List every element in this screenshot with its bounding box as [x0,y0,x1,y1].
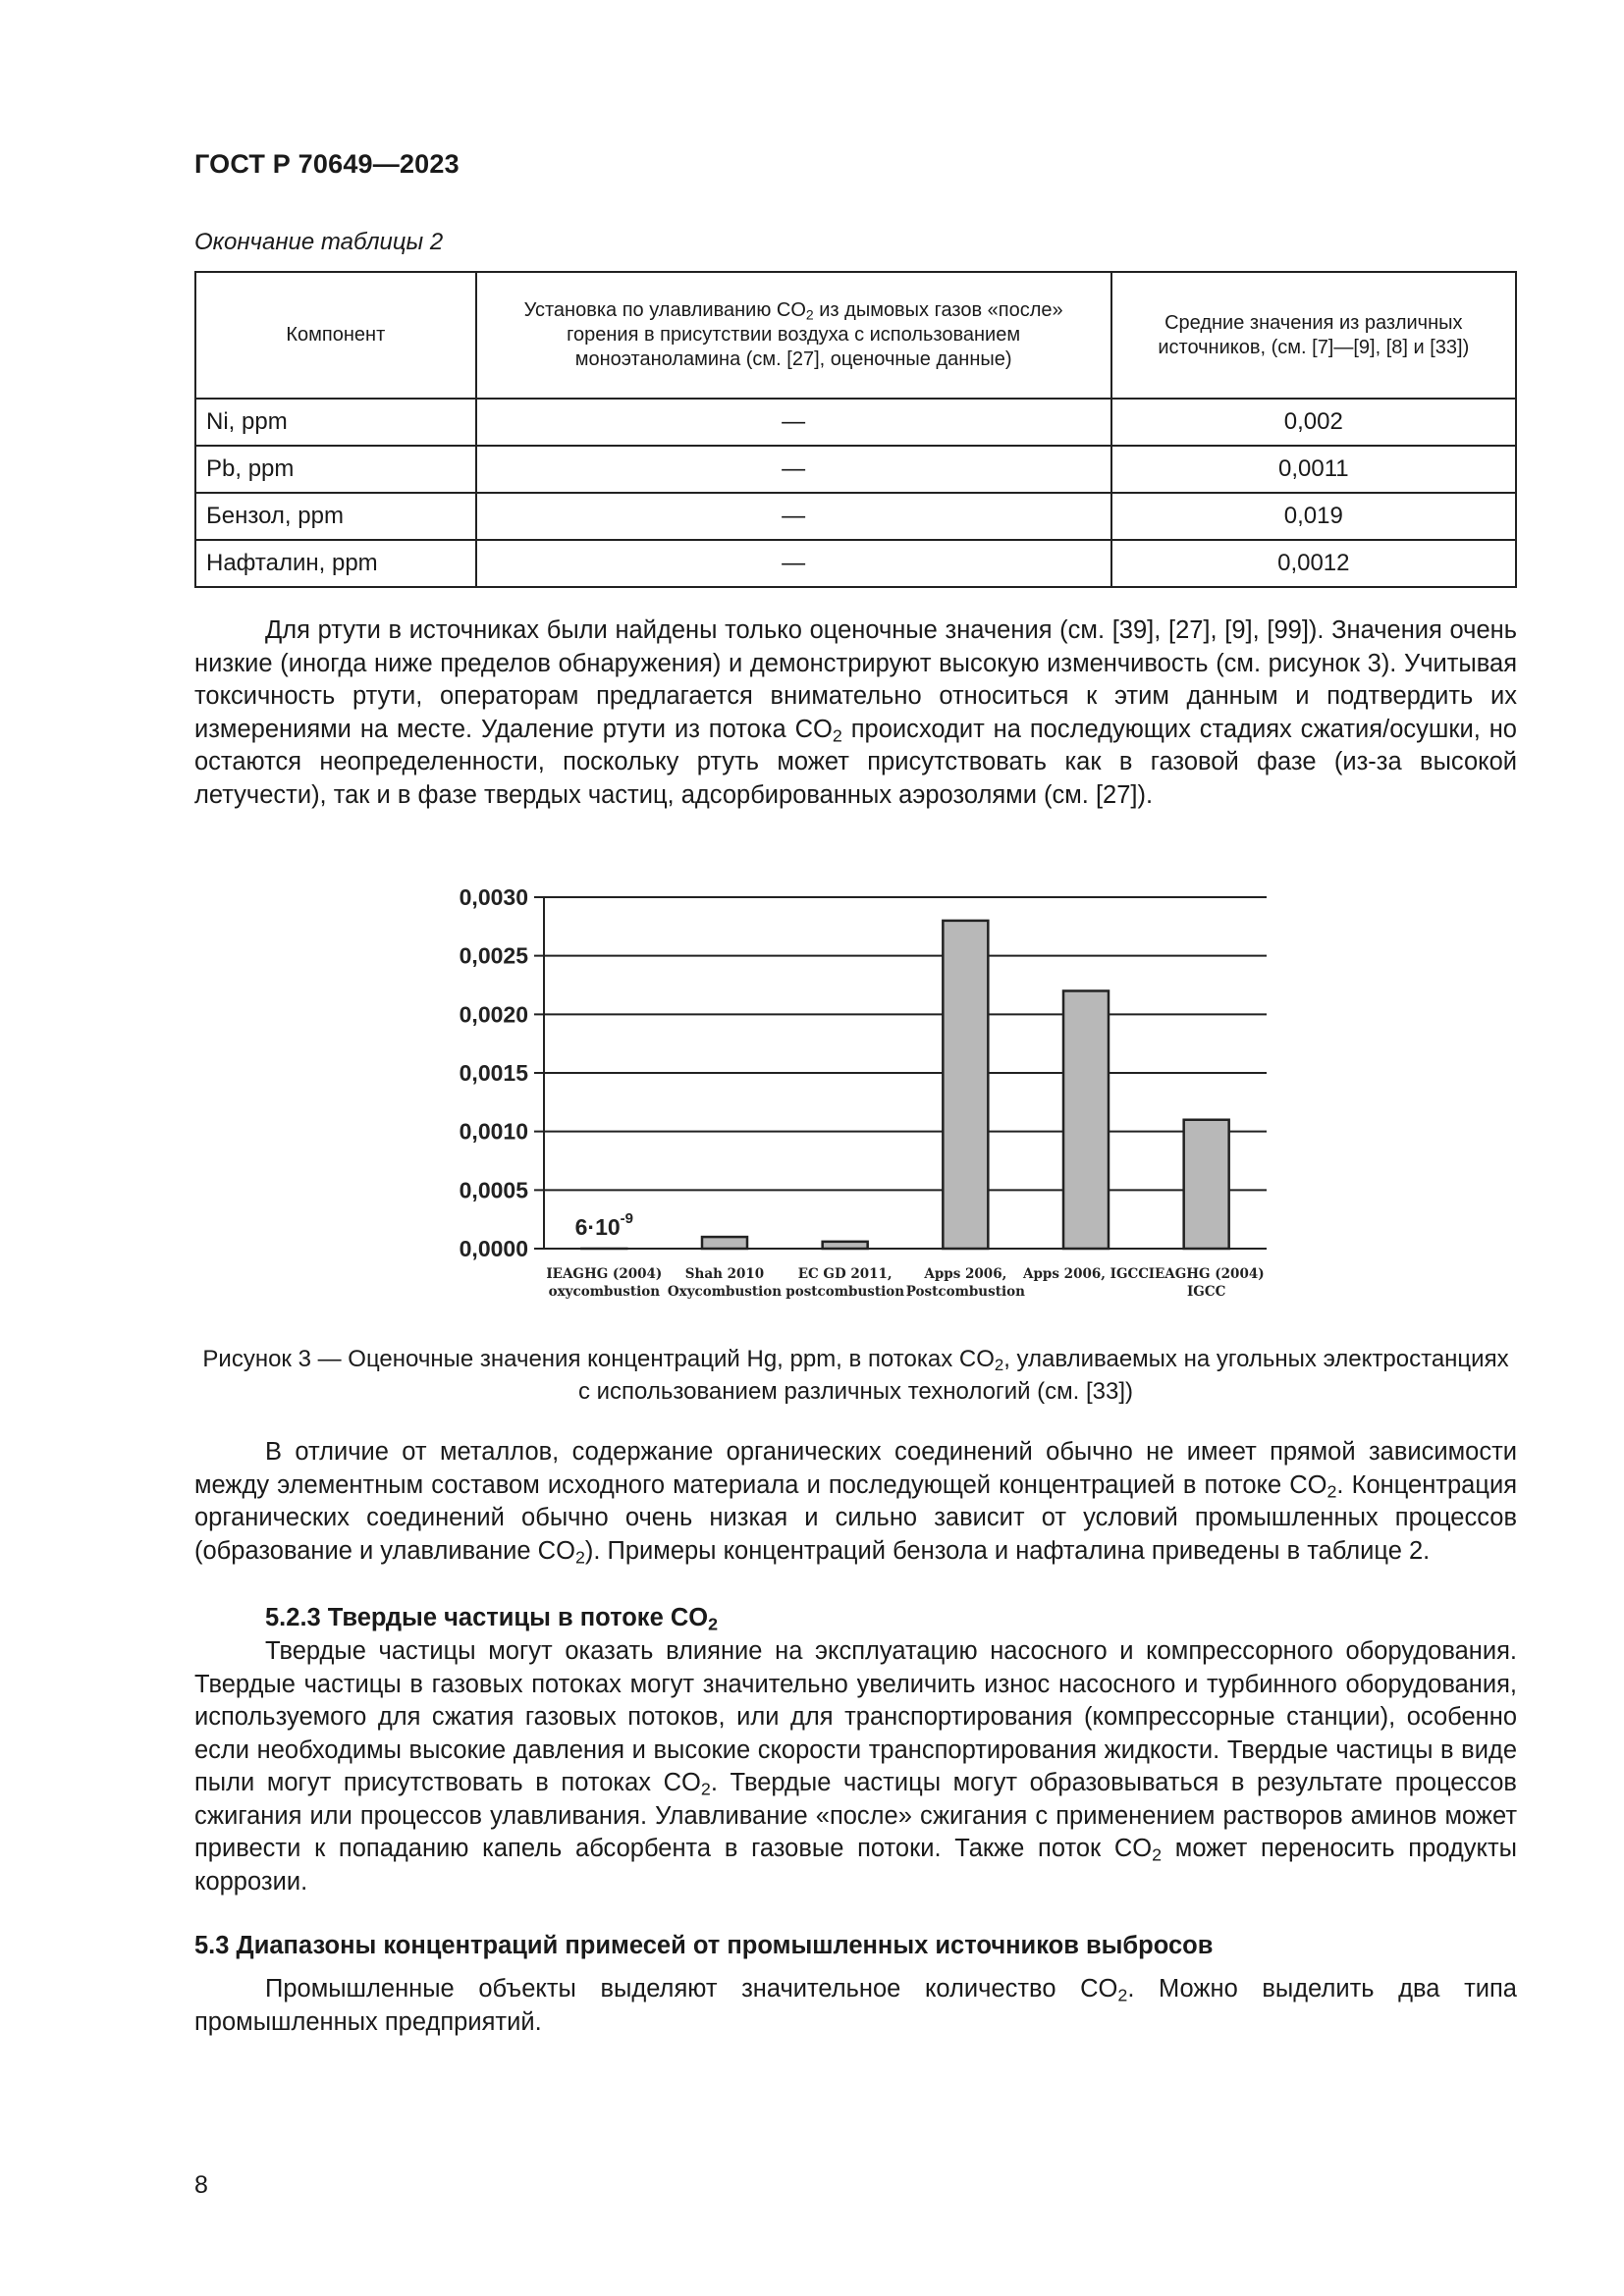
section-heading-5-3: 5.3 Диапазоны концентраций примесей от промышленных источников выбросов [194,1932,1214,1959]
cell-component: Ni, ppm [195,399,476,446]
y-tick-label: 0,0020 [459,1001,528,1028]
table-caption: Окончание таблицы 2 [194,229,444,255]
cell-average: 0,019 [1111,493,1516,540]
table-row [195,446,1516,493]
paragraph-mercury: Для ртути в источниках были найдены только оценочные значения (см. [39], [27], [9], [99]). Значения очень низкие (иногда ниже пределов обнаружения) и демонстрируют высокую изменчивость (см. рисунок 3). Учитывая токсичность ртути, операторам предлагается внимательно относиться к этим данным и подтвердить их измерениями на месте. Удаление ртути из потока $CO_2$ происходит на последующих стадиях сжатия/осушки, но остаются неопределенности, поскольку ртуть может присутствовать как в газовой фазе (из-за высокой летучести), так и в фазе твердых частиц, адсорбированных аэрозолями (см. [27]). [194,616,1517,809]
cell-component: Pb, ppm [195,446,476,493]
bar [1063,990,1109,1249]
x-tick-label: Shah 2010 Oxycombustion [667,1266,783,1300]
x-tick-label: IEAGHG (2004) IGCC [1148,1266,1265,1300]
header-average-values: Средние значения из различных источников, (см. [7]—[9], [8] и [33]) [1111,272,1516,399]
y-tick-label: 0,0015 [459,1060,528,1086]
y-tick-label: 0,0000 [459,1236,528,1261]
bar [823,1242,868,1249]
header-capture-unit: Установка по улавливанию $CO_2$ из дымовых газов «после» горения в присутствии воздуха с использованием моноэтаноламина (см. [27], оценочные данные) [476,272,1111,399]
header-component: Компонент [195,272,476,399]
table-row [195,399,1516,446]
cell-average: 0,0011 [1111,446,1516,493]
cell-component: Нафталин, ppm [195,540,476,587]
y-tick-label: 0,0010 [459,1118,528,1145]
paragraph-industrial: Промышленные объекты выделяют значительное количество $CO_2$. Можно выделить два типа промышленных предприятий. [194,1975,1517,2036]
data-table [194,271,1517,588]
figure-caption: Рисунок 3 — Оценочные значения концентраций Hg, ppm, в потоках $CO_2$, улавливаемых на угольных электростанциях с использованием различных технологий (см. [33]) [202,1346,1509,1405]
y-tick-label: 0,0025 [459,942,528,969]
mercury-bar-chart [422,874,1286,1315]
table-row [195,540,1516,587]
cell-capture: — [476,540,1111,587]
y-tick-label: 0,0030 [459,884,528,910]
cell-average: 0,002 [1111,399,1516,446]
bar [1184,1120,1229,1249]
cell-capture: — [476,446,1111,493]
page-number: 8 [194,2171,208,2199]
cell-capture: — [476,399,1111,446]
bar [702,1237,747,1249]
cell-component: Бензол, ppm [195,493,476,540]
x-tick-label: Apps 2006, Postcombustion [905,1266,1025,1300]
cell-capture: — [476,493,1111,540]
x-tick-label: IEAGHG (2004) oxycombustion [546,1266,663,1300]
paragraph-organics: В отличие от металлов, содержание органических соединений обычно не имеет прямой зависимости между элементным составом исходного материала и последующей концентрацией в потоке $CO_2$. Концентрация органических соединений обычно очень низкая и сильно зависит от условий промышленных процессов (образование и улавливание $CO_2$). Примеры концентраций бензола и нафталина приведены в таблице 2. [194,1438,1518,1567]
table-row [195,493,1516,540]
document-header: ГОСТ Р 70649—2023 [194,149,460,179]
x-tick-label: EC GD 2011, postcombustion [785,1266,905,1300]
x-tick-label: Apps 2006, IGCC [1023,1266,1149,1282]
y-tick-label: 0,0005 [459,1177,528,1203]
cell-average: 0,0012 [1111,540,1516,587]
paragraph-particles: Твердые частицы могут оказать влияние на эксплуатацию насосного и компрессорного оборудования. Твердые частицы в газовых потоках могут значительно увеличить износ насосного и турбинного оборудования, используемого для сжатия газовых потоков, или для транспортирования (компрессорные станции), особенно если необходимы высокие давления и высокие скорости транспортирования жидкости. Твердые частицы в виде пыли могут присутствовать в потоках $CO_2$. Твердые частицы могут образовываться в результате процессов сжигания или процессов улавливания. Улавливание «после» сжигания с применением растворов аминов может привести к попаданию капель абсорбента в газовые потоки. Также поток $CO_2$ может переносить продукты коррозии. [194,1637,1517,1896]
section-heading-5-2-3: 5.2.3 Твердые частицы в потоке $CO_2$ [265,1604,719,1634]
bar-annotation: $6\cdot 10^{-9}$ [574,1210,634,1240]
table-header-row [195,272,1516,399]
bar [943,921,988,1249]
